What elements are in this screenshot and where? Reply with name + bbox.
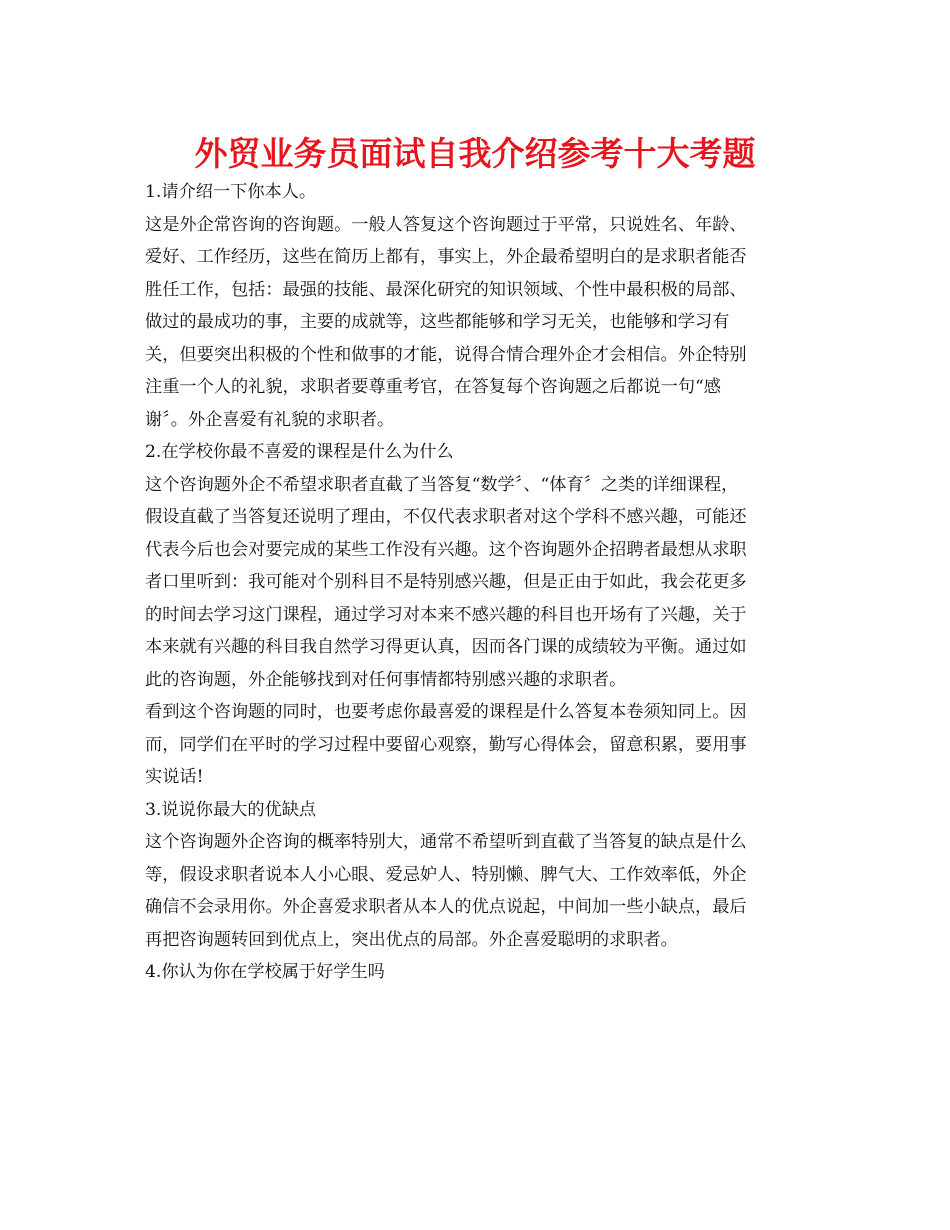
paragraph-line: 做过的最成功的事，主要的成就等，这些都能够和学习无关，也能够和学习有 <box>145 312 730 332</box>
document-title: 外贸业务员面试自我介绍参考十大考题 <box>194 134 756 173</box>
paragraph-line: 此的咨询题，外企能够找到对任何事情都特别感兴趣的求职者。 <box>145 669 627 690</box>
paragraph-line: 本来就有兴趣的科目我自然学习得更认真，因而各门课的成绩较为平衡。通过如 <box>145 637 747 657</box>
paragraph-line: 谢〞。外企喜爱有礼貌的求职者。 <box>145 409 395 430</box>
paragraph-line: 这个咨询题外企咨询的概率特别大，通常不希望听到直截了当答复的缺点是什么 <box>145 832 747 852</box>
paragraph-line: 而，同学们在平时的学习过程中要留心观察，勤写心得体会，留意积累，要用事 <box>145 734 747 755</box>
question-heading: 4.你认为你在学校属于好学生吗 <box>145 962 385 982</box>
paragraph-line: 这是外企常咨询的咨询题。一般人答复这个咨询题过于平常，只说姓名、年龄、 <box>145 214 747 235</box>
paragraph-line: 实说话! <box>145 767 204 787</box>
paragraph-line: 注重一个人的礼貌，求职者要尊重考官，在答复每个咨询题之后都说一句“感 <box>145 377 721 397</box>
question-heading: 3.说说你最大的优缺点 <box>145 799 317 820</box>
paragraph-line: 的时间去学习这门课程，通过学习对本来不感兴趣的科目也开场有了兴趣，关于 <box>145 604 747 625</box>
paragraph-line: 爱好、工作经历，这些在简历上都有，事实上，外企最希望明白的是求职者能否 <box>145 247 747 267</box>
paragraph-line: 看到这个咨询题的同时，也要考虑你最喜爱的课程是什么答复本卷须知同上。因 <box>145 702 747 722</box>
paragraph-line: 者口里听到：我可能对个别科目不是特别感兴趣，但是正由于如此，我会花更多 <box>145 572 747 592</box>
paragraph-line: 假设直截了当答复还说明了理由，不仅代表求职者对这个学科不感兴趣，可能还 <box>145 507 747 527</box>
paragraph-line: 代表今后也会对要完成的某些工作没有兴趣。这个咨询题外企招聘者最想从求职 <box>145 539 747 560</box>
question-heading: 2.在学校你最不喜爱的课程是什么为什么 <box>145 442 454 462</box>
paragraph-line: 这个咨询题外企不希望求职者直截了当答复“数学〞、“体育〞之类的详细课程， <box>145 474 739 495</box>
document-body <box>145 176 805 989</box>
paragraph-line: 关，但要突出积极的个性和做事的才能，说得合情合理外企才会相信。外企特别 <box>145 344 747 365</box>
paragraph-line: 确信不会录用你。外企喜爱求职者从本人的优点说起，中间加一些小缺点，最后 <box>145 897 747 917</box>
paragraph-line: 等，假设求职者说本人小心眼、爱忌妒人、特别懒、脾气大、工作效率低，外企 <box>145 864 747 885</box>
paragraph-line: 再把咨询题转回到优点上，突出优点的局部。外企喜爱聪明的求职者。 <box>145 929 678 950</box>
paragraph-line: 胜任工作，包括：最强的技能、最深化研究的知识领域、个性中最积极的局部、 <box>145 279 747 300</box>
question-heading: 1.请介绍一下你本人。 <box>145 182 317 202</box>
